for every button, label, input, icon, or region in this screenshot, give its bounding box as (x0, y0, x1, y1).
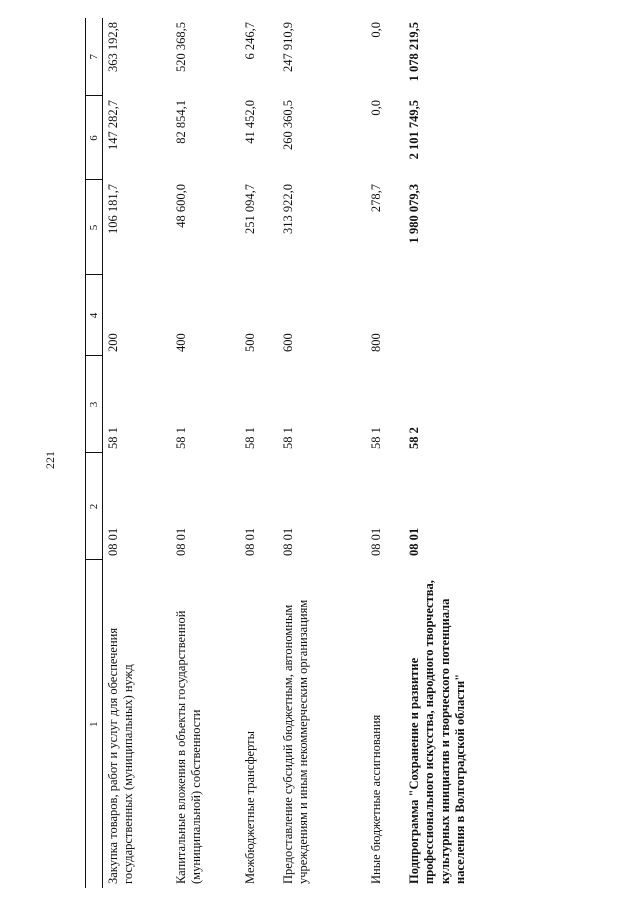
amount-col5: 106 181,7 (106, 184, 120, 234)
row-name: Капитальные вложения в объекты государственной (муниципальной) собственности (174, 610, 204, 884)
section-code: 08 01 (243, 527, 257, 556)
amount-col5: 278,7 (369, 184, 383, 213)
amount-col5: 48 600,0 (174, 184, 188, 228)
row-name: Подпрограмма "Сохранение и развитие профессионального искусства, народного творчества, культурных инициатив и творческого потенциала населения в Волгоградской области" (407, 580, 467, 884)
section-code: 08 01 (369, 527, 383, 556)
rotated-table-container (85, 18, 610, 888)
row-name: Межбюджетные трансферты (243, 730, 257, 884)
program-code: 58 1 (369, 427, 383, 449)
program-code: 58 1 (174, 427, 188, 449)
row-name: Иные бюджетные ассигнования (369, 714, 383, 884)
amount-col7: 0,0 (369, 22, 383, 38)
column-number: 6 (86, 96, 103, 180)
amount-col6: 0,0 (369, 100, 383, 116)
section-code: 08 01 (281, 527, 295, 556)
table-row (240, 18, 278, 888)
amount-col7: 1 078 219,5 (407, 22, 421, 82)
column-number: 7 (86, 18, 103, 96)
amount-col7: 247 910,9 (281, 22, 295, 72)
column-number: 2 (86, 453, 103, 560)
section-code: 08 01 (106, 527, 120, 556)
program-code: 58 1 (281, 427, 295, 449)
amount-col7: 6 246,7 (243, 22, 257, 60)
amount-col6: 41 452,0 (243, 100, 257, 144)
table-row (366, 18, 404, 888)
table-row (278, 18, 366, 888)
column-number-row (86, 18, 103, 888)
table-row (103, 18, 172, 888)
row-name: Закупка товаров, работ и услуг для обеспечения государственных (муниципальных) нужд (106, 627, 136, 884)
amount-col5: 251 094,7 (243, 184, 257, 234)
budget-table (85, 18, 570, 888)
program-code: 58 1 (106, 427, 120, 449)
amount-col6: 2 101 749,5 (407, 100, 421, 160)
program-code: 58 1 (243, 427, 257, 449)
expense-type-code: 600 (281, 333, 295, 352)
row-name: Предоставление субсидий бюджетным, автономным учреждениям и иным некоммерческим организациям (281, 599, 311, 884)
expense-type-code (404, 275, 570, 356)
page-number: 221 (43, 451, 57, 469)
amount-col7: 363 192,8 (106, 22, 120, 72)
table-row-subprogram (404, 18, 570, 888)
program-code: 58 2 (407, 427, 421, 449)
amount-col5: 313 922,0 (281, 184, 295, 234)
amount-col5: 1 980 079,3 (407, 184, 421, 244)
column-number: 5 (86, 180, 103, 275)
column-number: 3 (86, 356, 103, 453)
expense-type-code: 200 (106, 333, 120, 352)
amount-col7: 520 368,5 (174, 22, 188, 72)
column-number: 4 (86, 275, 103, 356)
expense-type-code: 400 (174, 333, 188, 352)
amount-col6: 82 854,1 (174, 100, 188, 144)
amount-col6: 260 360,5 (281, 100, 295, 150)
amount-col6: 147 282,7 (106, 100, 120, 150)
section-code: 08 01 (407, 527, 421, 556)
table-row (171, 18, 240, 888)
column-number: 1 (86, 560, 103, 888)
expense-type-code: 800 (369, 333, 383, 352)
expense-type-code: 500 (243, 333, 257, 352)
section-code: 08 01 (174, 527, 188, 556)
